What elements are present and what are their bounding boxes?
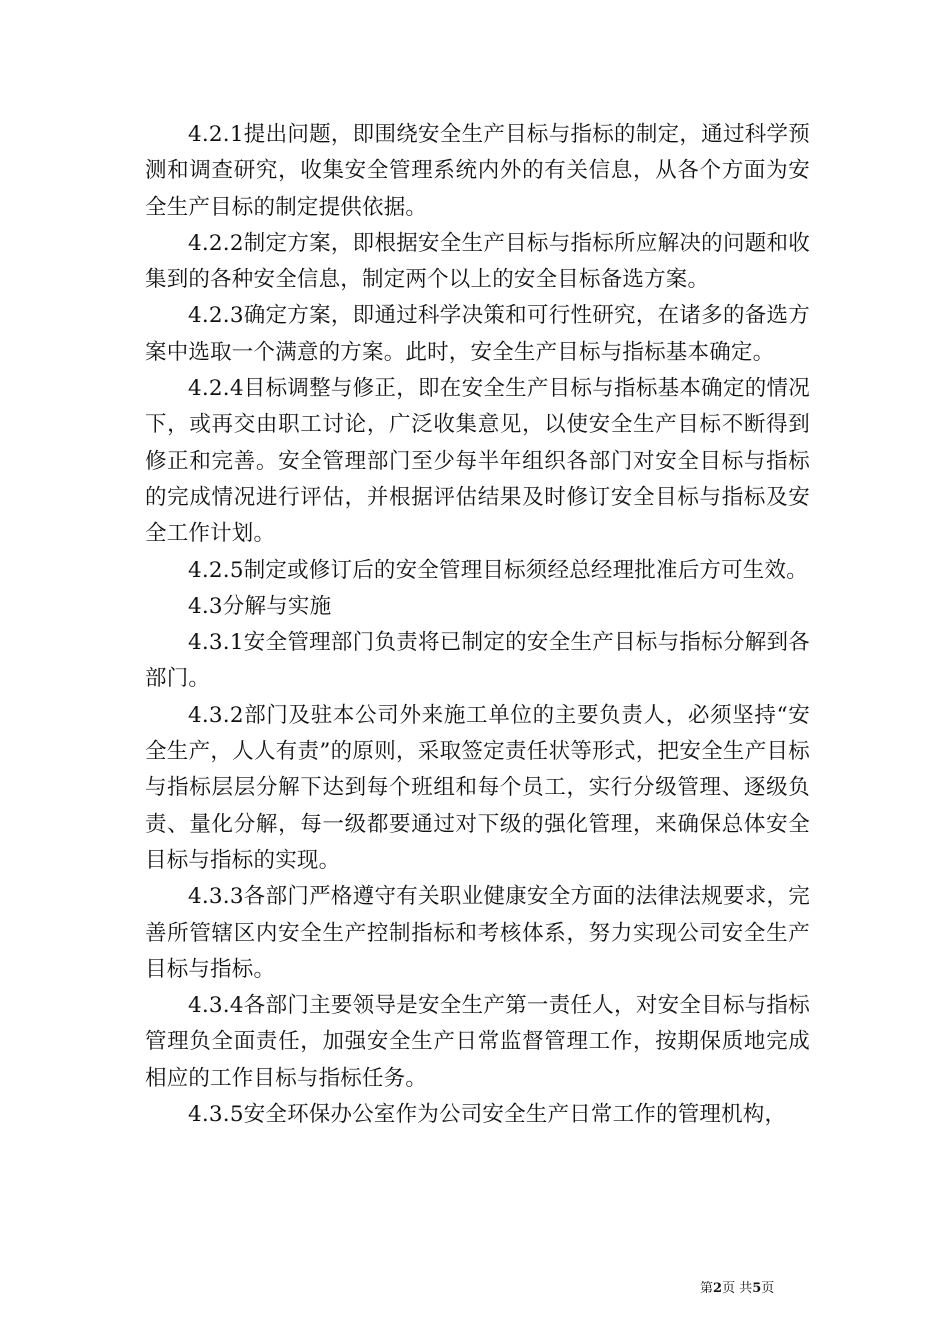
paragraph-4-2-3: 4.2.3确定方案，即通过科学决策和可行性研究，在诸多的备选方案中选取一个满意的方案。此时，安全生产目标与指标基本确定。 [145, 303, 810, 365]
current-page-number: 2 [713, 1281, 723, 1296]
paragraph-4-2-2: 4.2.2制定方案，即根据安全生产目标与指标所应解决的问题和收集到的各种安全信息，制定两个以上的安全目标备选方案。 [145, 230, 810, 293]
footer-prefix: 第 [700, 1281, 714, 1296]
document-body [145, 117, 810, 1133]
page-footer [700, 1277, 820, 1296]
footer-suffix: 页 [761, 1281, 775, 1296]
total-pages-number: 5 [752, 1281, 762, 1296]
section-heading-4-3: 4.3分解与实施 [188, 593, 332, 619]
paragraph-4-2-4: 4.2.4目标调整与修正，即在安全生产目标与指标基本确定的情况下，或再交由职工讨论，广泛收集意见，以使安全生产目标不断得到修正和完善。安全管理部门至少每半年组织各部门对安全目标与指标的完成情况进行评估，并根据评估结果及时修订安全目标与指标及安全工作计划。 [145, 376, 810, 547]
paragraph-4-3-1: 4.3.1安全管理部门负责将已制定的安全生产目标与指标分解到各部门。 [145, 630, 810, 692]
paragraph-4-2-1: 4.2.1提出问题，即围绕安全生产目标与指标的制定，通过科学预测和调查研究，收集安全管理系统内外的有关信息，从各个方面为安全生产目标的制定提供依据。 [145, 122, 810, 220]
paragraph-4-3-4: 4.3.4各部门主要领导是安全生产第一责任人，对安全目标与指标管理负全面责任，加强安全生产日常监督管理工作，按期保质地完成相应的工作目标与指标任务。 [145, 993, 810, 1091]
paragraph-4-3-3: 4.3.3各部门严格遵守有关职业健康安全方面的法律法规要求，完善所管辖区内安全生产控制指标和考核体系，努力实现公司安全生产目标与指标。 [145, 884, 810, 982]
paragraph-4-3-5: 4.3.5安全环保办公室作为公司安全生产日常工作的管理机构， [188, 1102, 787, 1128]
paragraph-4-2-5: 4.2.5制定或修订后的安全管理目标须经总经理批准后方可生效。 [188, 557, 808, 583]
footer-middle: 页 共 [722, 1281, 753, 1296]
paragraph-4-3-2: 4.3.2部门及驻本公司外来施工单位的主要负责人，必须坚持“安全生产，人人有责”的原则，采取签定责任状等形式，把安全生产目标与指标层层分解下达到每个班组和每个员工，实行分级管理、逐级负责、量化分解，每一级都要通过对下级的强化管理，来确保总体安全目标与指标的实现。 [145, 702, 810, 873]
